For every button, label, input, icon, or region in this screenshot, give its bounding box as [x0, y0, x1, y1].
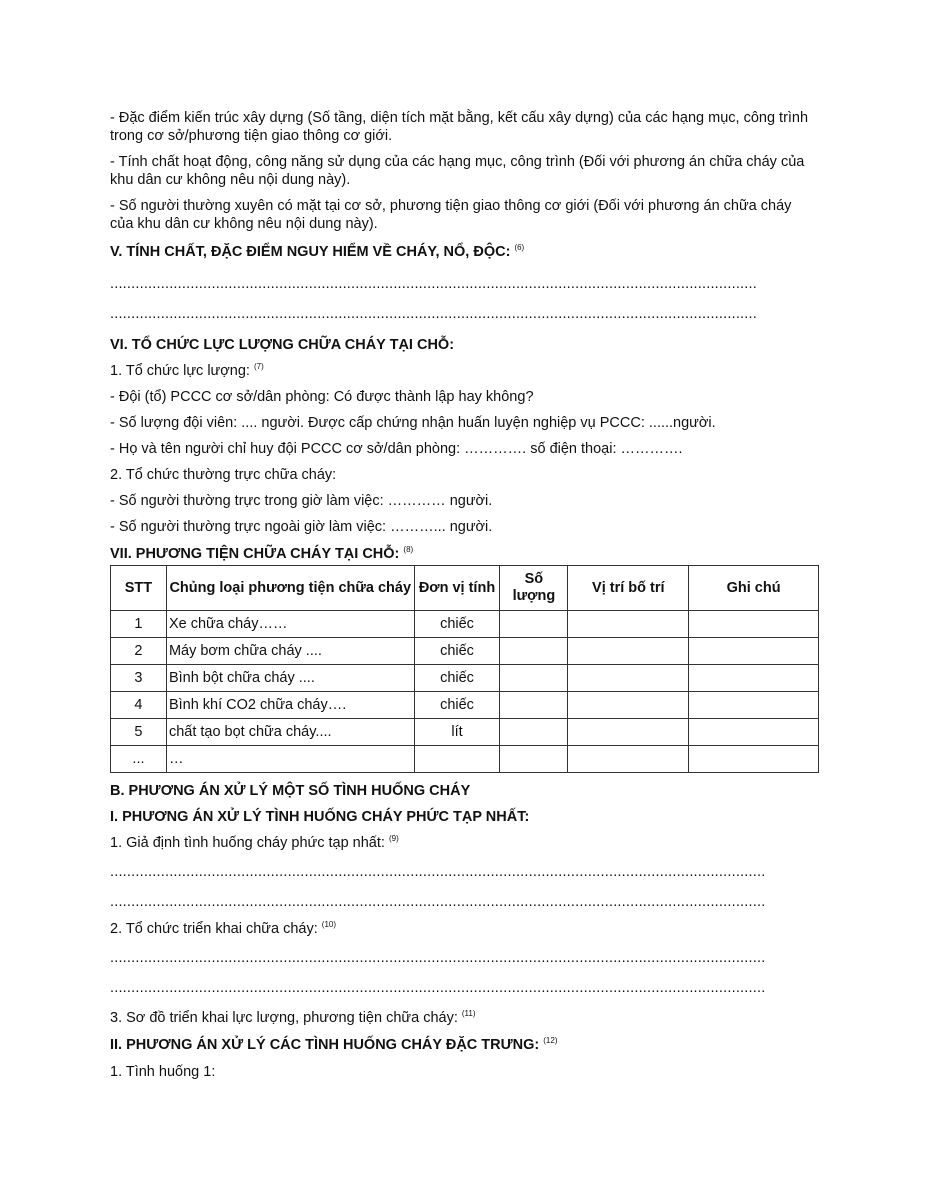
table-header-row [111, 566, 819, 611]
cell-quantity [500, 638, 568, 665]
item-label: 3. Sơ đồ triển khai lực lượng, phương tiện chữa cháy: [110, 1010, 458, 1026]
fill-line: ........................................................................................................................................................... [110, 980, 766, 996]
section-b-i-heading: I. PHƯƠNG ÁN XỬ LÝ TÌNH HUỐNG CHÁY PHỨC TẠP NHẤT: [110, 809, 530, 825]
section-b-ii-title: II. PHƯƠNG ÁN XỬ LÝ CÁC TÌNH HUỐNG CHÁY ĐẶC TRƯNG: [110, 1037, 540, 1053]
cell-equipment: Xe chữa cháy…… [166, 611, 414, 638]
intro-paragraph: - Số người thường xuyên có mặt tại cơ sở, phương tiện giao thông cơ giới (Đối với phương án chữa cháy của khu dân cư không nêu nội dung này). [110, 198, 792, 232]
column-header: Chủng loại phương tiện chữa cháy [166, 566, 414, 611]
footnote-ref: (6) [514, 243, 525, 252]
fill-line: ......................................................................................................................................................... [110, 276, 757, 292]
section-vi-heading: VI. TỔ CHỨC LỰC LƯỢNG CHỮA CHÁY TẠI CHỖ: [110, 337, 455, 353]
table-row [111, 665, 819, 692]
fill-line: ........................................................................................................................................................... [110, 894, 766, 910]
section-vii-title: VII. PHƯƠNG TIỆN CHỮA CHÁY TẠI CHỖ: [110, 546, 400, 562]
cell-note [689, 746, 819, 773]
cell-unit: chiếc [414, 611, 500, 638]
cell-unit: chiếc [414, 665, 500, 692]
force-line: - Họ và tên người chỉ huy đội PCCC cơ sở/dân phòng: …………. số điện thoại: …………. [110, 441, 683, 457]
cell-stt: 5 [111, 719, 167, 746]
fill-line: ........................................................................................................................................................... [110, 864, 766, 880]
cell-note [689, 692, 819, 719]
cell-equipment: … [166, 746, 414, 773]
section-b-item2 [110, 920, 810, 938]
equipment-table [110, 565, 819, 773]
table-row [111, 638, 819, 665]
section-b-heading: B. PHƯƠNG ÁN XỬ LÝ MỘT SỐ TÌNH HUỐNG CHÁY [110, 783, 471, 799]
document-body [110, 109, 810, 1081]
cell-quantity [500, 665, 568, 692]
cell-note [689, 611, 819, 638]
fill-line: ........................................................................................................................................................... [110, 950, 766, 966]
section-v-title: V. TÍNH CHẤT, ĐẶC ĐIỂM NGUY HIỂM VỀ CHÁY, NỔ, ĐỘC: [110, 244, 511, 260]
cell-unit: chiếc [414, 638, 500, 665]
footnote-ref: (7) [253, 362, 264, 371]
cell-stt: 1 [111, 611, 167, 638]
column-header: STT [111, 566, 167, 611]
cell-stt: 4 [111, 692, 167, 719]
cell-location [568, 665, 689, 692]
cell-stt: 2 [111, 638, 167, 665]
cell-note [689, 719, 819, 746]
cell-quantity [500, 719, 568, 746]
cell-location [568, 692, 689, 719]
cell-location [568, 746, 689, 773]
cell-location [568, 719, 689, 746]
section-b-item3 [110, 1009, 810, 1027]
footnote-ref: (12) [543, 1036, 558, 1045]
cell-stt: ... [111, 746, 167, 773]
table-row [111, 719, 819, 746]
section-vi-item2: 2. Tổ chức thường trực chữa cháy: [110, 467, 337, 483]
cell-quantity [500, 692, 568, 719]
duty-line: - Số người thường trực trong giờ làm việc: ………… người. [110, 493, 493, 509]
table-row [111, 746, 819, 773]
cell-equipment: Bình khí CO2 chữa cháy…. [166, 692, 414, 719]
footnote-ref: (11) [461, 1009, 476, 1018]
cell-unit: lít [414, 719, 500, 746]
cell-note [689, 638, 819, 665]
table-row [111, 692, 819, 719]
situation-1-label: 1. Tình huống 1: [110, 1064, 216, 1080]
cell-unit [414, 746, 500, 773]
section-vi-item1 [110, 362, 810, 380]
footnote-ref: (10) [321, 920, 337, 929]
column-header: Vị trí bố trí [568, 566, 689, 611]
item-label: 1. Giả định tình huống cháy phức tạp nhất: [110, 835, 385, 851]
cell-note [689, 665, 819, 692]
cell-equipment: chất tạo bọt chữa cháy.... [166, 719, 414, 746]
column-header: Ghi chú [689, 566, 819, 611]
section-b-item1 [110, 834, 810, 852]
fill-line: ......................................................................................................................................................... [110, 306, 757, 322]
cell-quantity [500, 746, 568, 773]
cell-equipment: Máy bơm chữa cháy .... [166, 638, 414, 665]
item-label: 1. Tổ chức lực lượng: [110, 363, 250, 379]
column-header: Đơn vị tính [414, 566, 500, 611]
column-header: Số lượng [500, 566, 568, 611]
footnote-ref: (9) [388, 834, 399, 843]
footnote-ref: (8) [403, 545, 414, 554]
intro-paragraph: - Đặc điểm kiến trúc xây dựng (Số tầng, diện tích mặt bằng, kết cấu xây dựng) của các hạng mục, công trình trong cơ sở/phương tiện giao thông cơ giới. [110, 110, 809, 144]
table-row [111, 611, 819, 638]
cell-equipment: Bình bột chữa cháy .... [166, 665, 414, 692]
cell-unit: chiếc [414, 692, 500, 719]
cell-location [568, 611, 689, 638]
cell-location [568, 638, 689, 665]
duty-line: - Số người thường trực ngoài giờ làm việc: ………... người. [110, 519, 493, 535]
cell-quantity [500, 611, 568, 638]
section-v-heading [110, 243, 810, 261]
cell-stt: 3 [111, 665, 167, 692]
section-vii-heading [110, 545, 810, 563]
force-line: - Số lượng đội viên: .... người. Được cấp chứng nhận huấn luyện nghiệp vụ PCCC: ......người. [110, 415, 716, 431]
intro-paragraph: - Tính chất hoạt động, công năng sử dụng của các hạng mục, công trình (Đối với phương án chữa cháy của khu dân cư không nêu nội dung này). [110, 154, 805, 188]
force-line: - Đội (tổ) PCCC cơ sở/dân phòng: Có được thành lập hay không? [110, 389, 534, 405]
item-label: 2. Tổ chức triển khai chữa cháy: [110, 921, 318, 937]
section-b-ii-heading [110, 1036, 810, 1054]
